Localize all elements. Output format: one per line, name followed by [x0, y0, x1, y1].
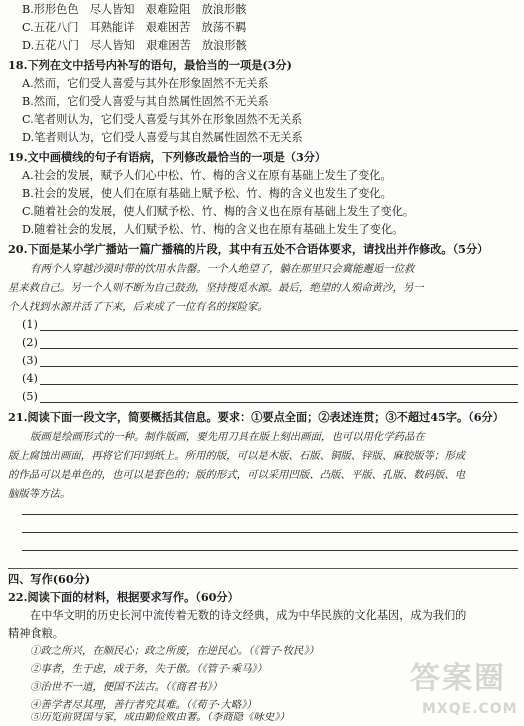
q21-passage-line: 版画是绘画形式的一种。制作版画，要先用刀具在版上刻出画面，也可以用化学药品在: [30, 431, 425, 443]
q20-blank-label: (5): [22, 390, 38, 403]
q20-answer-line[interactable]: [40, 330, 518, 331]
q20-blank-label: (3): [22, 354, 38, 367]
q17-option-b: B.形形色色 尽人皆知 艰难险阻 放浪形骸: [22, 3, 247, 16]
q22-quote: ①政之所兴，在顺民心；政之所废，在逆民心。（《管子·牧民》）: [30, 645, 320, 657]
q21-answer-line[interactable]: [22, 532, 518, 533]
q18-option-d: D.笔者则认为，它们受人喜爱与其自然属性固然不无关系: [22, 131, 303, 144]
site-watermark: [370, 660, 520, 724]
q18-option-a: A.然而，它们受人喜爱与其外在形象固然不无关系: [22, 77, 269, 90]
q21-passage-line: 脑版等方法。: [8, 488, 71, 500]
q20-passage-line: 星来救自己。另一个人则不断为自己鼓劲，坚持搜觅水源。最后，绝望的人殒命黄沙，另一: [8, 282, 424, 294]
section-divider: [8, 568, 518, 569]
q22-intro-line: 精神食粮。: [8, 627, 64, 640]
watermark-url: MXQE.COM: [422, 701, 518, 717]
q22-quote: ②事者，生于虑，成于务，失于傲。（《管子·乘马》）: [30, 663, 268, 675]
q20-answer-line[interactable]: [40, 366, 518, 367]
q19-option-a: A.社会的发展，赋予人们心中松、竹、梅的含义在原有基础上发生了变化。: [22, 169, 392, 182]
q21-answer-line[interactable]: [22, 550, 518, 551]
q19-option-d: D.随着社会的发展，人们赋予松、竹、梅的含义也在原有基础上发生了变化。: [22, 223, 404, 236]
q21-answer-line[interactable]: [22, 514, 518, 515]
q20-passage-line: 有两个人穿越沙漠时带的饮用水告罄。一个人绝望了，躺在那里只会冀能邂逅一位救: [30, 263, 415, 275]
section4-title: 四、写作(60分): [8, 572, 91, 586]
q22-quote: ④善学者尽其理，善行者究其难。（《荀子·大略》）: [30, 699, 257, 711]
q20-stem: 20.下面是某小学广播站一篇广播稿的片段，其中有五处不合语体要求，请找出并作修改。（5分）: [8, 242, 489, 256]
q18-stem: 18.下列在文中括号内补写的语句，最恰当的一项是(3分): [8, 58, 292, 72]
q20-passage-line: 个人找到水源并活了下来，后来成了一位有名的探险家。: [8, 301, 268, 313]
q21-passage-line: 版上腐蚀出画面，再将它们印到纸上。所用的版，可以是木版、石版、铜版、锌版、麻胶版等；形成: [8, 450, 466, 462]
q18-option-b: B.然而，它们受人喜爱与其自然属性固然不无关系: [22, 95, 269, 108]
q17-option-c: C.五花八门 耳熟能详 艰难困苦 放荡不羁: [22, 21, 247, 34]
q21-stem: 21.阅读下面一段文字，简要概括其信息。要求：①要点全面；②表述连贯；③不超过45字。（6分）: [8, 410, 504, 424]
q19-option-b: B.社会的发展，使人们在原有基础上赋予松、竹、梅的含义也发生了变化。: [22, 187, 392, 200]
q18-option-c: C.笔者则认为，它们受人喜爱与其外在形象固然不无关系: [22, 113, 303, 126]
q19-stem: 19.文中画横线的句子有语病，下列修改最恰当的一项是（3分）: [8, 150, 327, 164]
watermark-logo-text: 答案圈: [410, 661, 506, 696]
q22-quote: ⑤历览前贤国与家，成由勤俭败由奢。（李商隐《咏史》）: [30, 712, 290, 723]
q22-intro-line: 在中华文明的历史长河中流传着无数的诗文经典，成为中华民族的文化基因，成为我们的: [30, 609, 467, 622]
q17-option-d: D.五花八门 尽人皆知 艰难困苦 放浪形骸: [22, 39, 247, 52]
q20-answer-line[interactable]: [40, 348, 518, 349]
q22-stem: 22.阅读下面的材料，根据要求写作。（60分）: [8, 590, 239, 604]
q20-blank-label: (1): [22, 318, 38, 331]
q19-option-c: C.随着社会的发展，使人们赋予松、竹、梅的含义也在原有基础上发生了变化。: [22, 205, 415, 218]
q22-quote: ③治世不一道，便国不法古。（《商君书》）: [30, 681, 223, 693]
q20-blank-label: (4): [22, 372, 38, 385]
q20-answer-line[interactable]: [40, 384, 518, 385]
q20-blank-label: (2): [22, 336, 38, 349]
q21-passage-line: 的作品可以是单色的，也可以是套色的；版的形式，可以采用凹版、凸版、平版、孔版、数码版、电: [8, 469, 466, 481]
q20-answer-line[interactable]: [40, 402, 518, 403]
